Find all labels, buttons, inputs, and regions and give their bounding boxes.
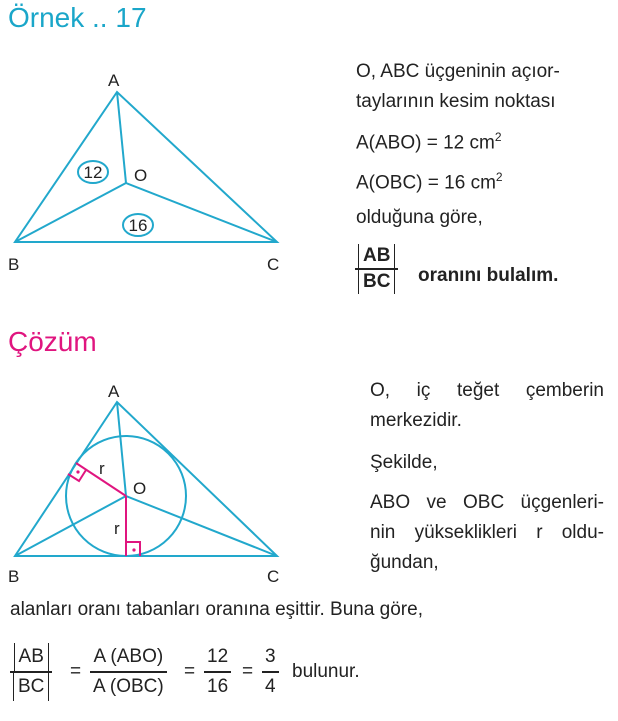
eq-result-text: bulunur. <box>292 661 360 682</box>
vertex-b-label-solution: B <box>8 567 20 586</box>
solution-heading: Çözüm <box>8 326 97 357</box>
solution-line-7: alanları oranı tabanları oranına eşittir. Buna göre, <box>10 599 423 620</box>
equals-sign-1: = <box>70 661 82 682</box>
vertex-c-label-solution: C <box>267 567 280 586</box>
example-area-obc <box>356 168 503 192</box>
bisector-c-solution <box>126 496 277 556</box>
example-line-2: taylarının kesim noktası <box>356 91 556 112</box>
vertex-a-label-solution: A <box>108 382 120 401</box>
area-obc-exponent: 2 <box>495 170 503 184</box>
solution-line-3: Şekilde, <box>370 452 438 473</box>
vertex-c-label: C <box>267 255 280 274</box>
example-ratio-fraction <box>355 244 398 294</box>
example-line-1: O, ABC üçgeninin açıor- <box>356 61 560 82</box>
vertex-b-label: B <box>8 255 20 274</box>
eq-den-bc: BC <box>13 673 49 701</box>
eq-fraction-3-4 <box>262 643 279 701</box>
example-area-abo <box>356 128 502 152</box>
eq-num-12: 12 <box>207 646 229 667</box>
incenter-o-label: O <box>134 166 148 185</box>
example-ratio-text: oranını bulalım. <box>418 265 559 286</box>
example-condition: olduğuna göre, <box>356 207 483 228</box>
eq-den-16: 16 <box>207 675 229 697</box>
eq-den-4: 4 <box>265 675 276 697</box>
radius-label-2: r <box>114 519 120 538</box>
solution-line-6: ğundan, <box>370 552 439 573</box>
area-obc-badge: 16 <box>128 216 148 235</box>
eq-num-area-abo: A (ABO) <box>93 646 164 667</box>
solution-triangle-figure <box>0 370 330 590</box>
eq-num-ab: AB <box>14 643 49 671</box>
bisector-a <box>117 92 126 183</box>
solution-line-1: O, iç teğet çemberin <box>370 380 604 401</box>
bisector-a-solution <box>117 402 126 496</box>
radius-label-1: r <box>99 459 105 478</box>
solution-line-5: nin yükseklikleri r oldu- <box>370 522 604 543</box>
example-triangle-figure <box>0 60 330 280</box>
eq-fraction-areas <box>90 643 167 701</box>
eq-fraction-ab-bc <box>10 643 52 701</box>
eq-fraction-12-16 <box>204 643 231 701</box>
vertex-a-label: A <box>108 71 120 90</box>
area-obc-text: A(OBC) = 16 cm <box>356 172 496 194</box>
solution-line-4: ABO ve OBC üçgenleri- <box>370 492 604 513</box>
area-abo-badge: 12 <box>83 163 103 182</box>
ratio-den-bc: BC <box>358 270 395 294</box>
equals-sign-3: = <box>242 661 254 682</box>
eq-den-area-obc: A (OBC) <box>93 675 164 697</box>
incenter-o-label-solution: O <box>133 479 147 498</box>
ratio-num-ab: AB <box>358 244 395 268</box>
area-abo-exponent: 2 <box>494 130 502 144</box>
right-angle-dot-bc <box>132 548 135 551</box>
example-heading: Örnek .. 17 <box>8 2 147 33</box>
bisector-b-solution <box>15 496 126 556</box>
eq-num-3: 3 <box>265 646 276 667</box>
right-angle-dot-ab <box>76 470 79 473</box>
solution-line-2: merkezidir. <box>370 410 462 431</box>
bisector-b <box>15 183 126 242</box>
equals-sign-2: = <box>184 661 196 682</box>
area-abo-text: A(ABO) = 12 cm <box>356 132 495 154</box>
